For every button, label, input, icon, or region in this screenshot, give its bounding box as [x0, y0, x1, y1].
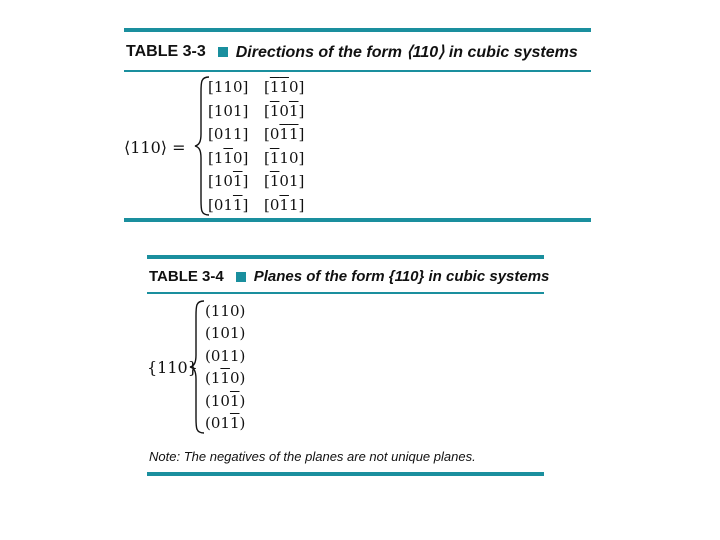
table-3-3 [124, 28, 591, 224]
top-rule [147, 255, 544, 259]
direction-row [208, 147, 304, 171]
plane-list [205, 300, 245, 434]
direction-row [208, 194, 304, 218]
direction-index: [101] [208, 101, 249, 120]
table-header [149, 268, 549, 285]
direction-row [208, 170, 304, 194]
table-number: TABLE 3-3 [126, 43, 206, 60]
note-text: The negatives of the planes are not unique planes. [183, 449, 476, 464]
table-3-4 [147, 255, 550, 479]
plane-index: (101) [205, 391, 246, 410]
top-rule [124, 28, 591, 32]
direction-index: [101] [264, 101, 305, 120]
direction-index: [110] [208, 78, 249, 96]
bottom-rule [147, 472, 544, 476]
direction-row [208, 100, 304, 124]
direction-list [208, 76, 304, 217]
square-bullet-icon [236, 272, 246, 282]
table-caption: Directions of the form ⟨110⟩ in cubic systems [235, 44, 578, 61]
direction-index: [101] [264, 172, 305, 190]
plane-index: (011) [205, 413, 246, 432]
plane-index: (110) [205, 369, 246, 388]
square-bullet-icon [218, 47, 228, 57]
form-symbol: {110} [147, 358, 198, 377]
direction-index: [011] [264, 195, 305, 214]
note-label: Note: [149, 449, 181, 464]
direction-index: [011] [208, 125, 249, 143]
header-rule [124, 70, 591, 72]
plane-index: (011) [205, 346, 246, 365]
direction-index: [011] [264, 125, 305, 143]
header-rule [147, 292, 544, 294]
direction-index: [110] [264, 78, 305, 96]
direction-index: [011] [208, 195, 249, 214]
table-note [149, 449, 476, 464]
direction-row [208, 76, 304, 100]
form-symbol: ⟨110⟩ = [124, 138, 186, 157]
table-number: TABLE 3-4 [149, 268, 224, 285]
plane-index: (101) [205, 324, 246, 343]
table-caption: Planes of the form {110} in cubic systems [253, 268, 550, 285]
direction-index: [101] [208, 172, 249, 190]
plane-index: (110) [205, 302, 246, 320]
table-header [126, 42, 578, 62]
bottom-rule [124, 218, 591, 222]
direction-index: [110] [208, 148, 249, 167]
direction-index: [110] [264, 148, 305, 167]
direction-row [208, 123, 304, 147]
